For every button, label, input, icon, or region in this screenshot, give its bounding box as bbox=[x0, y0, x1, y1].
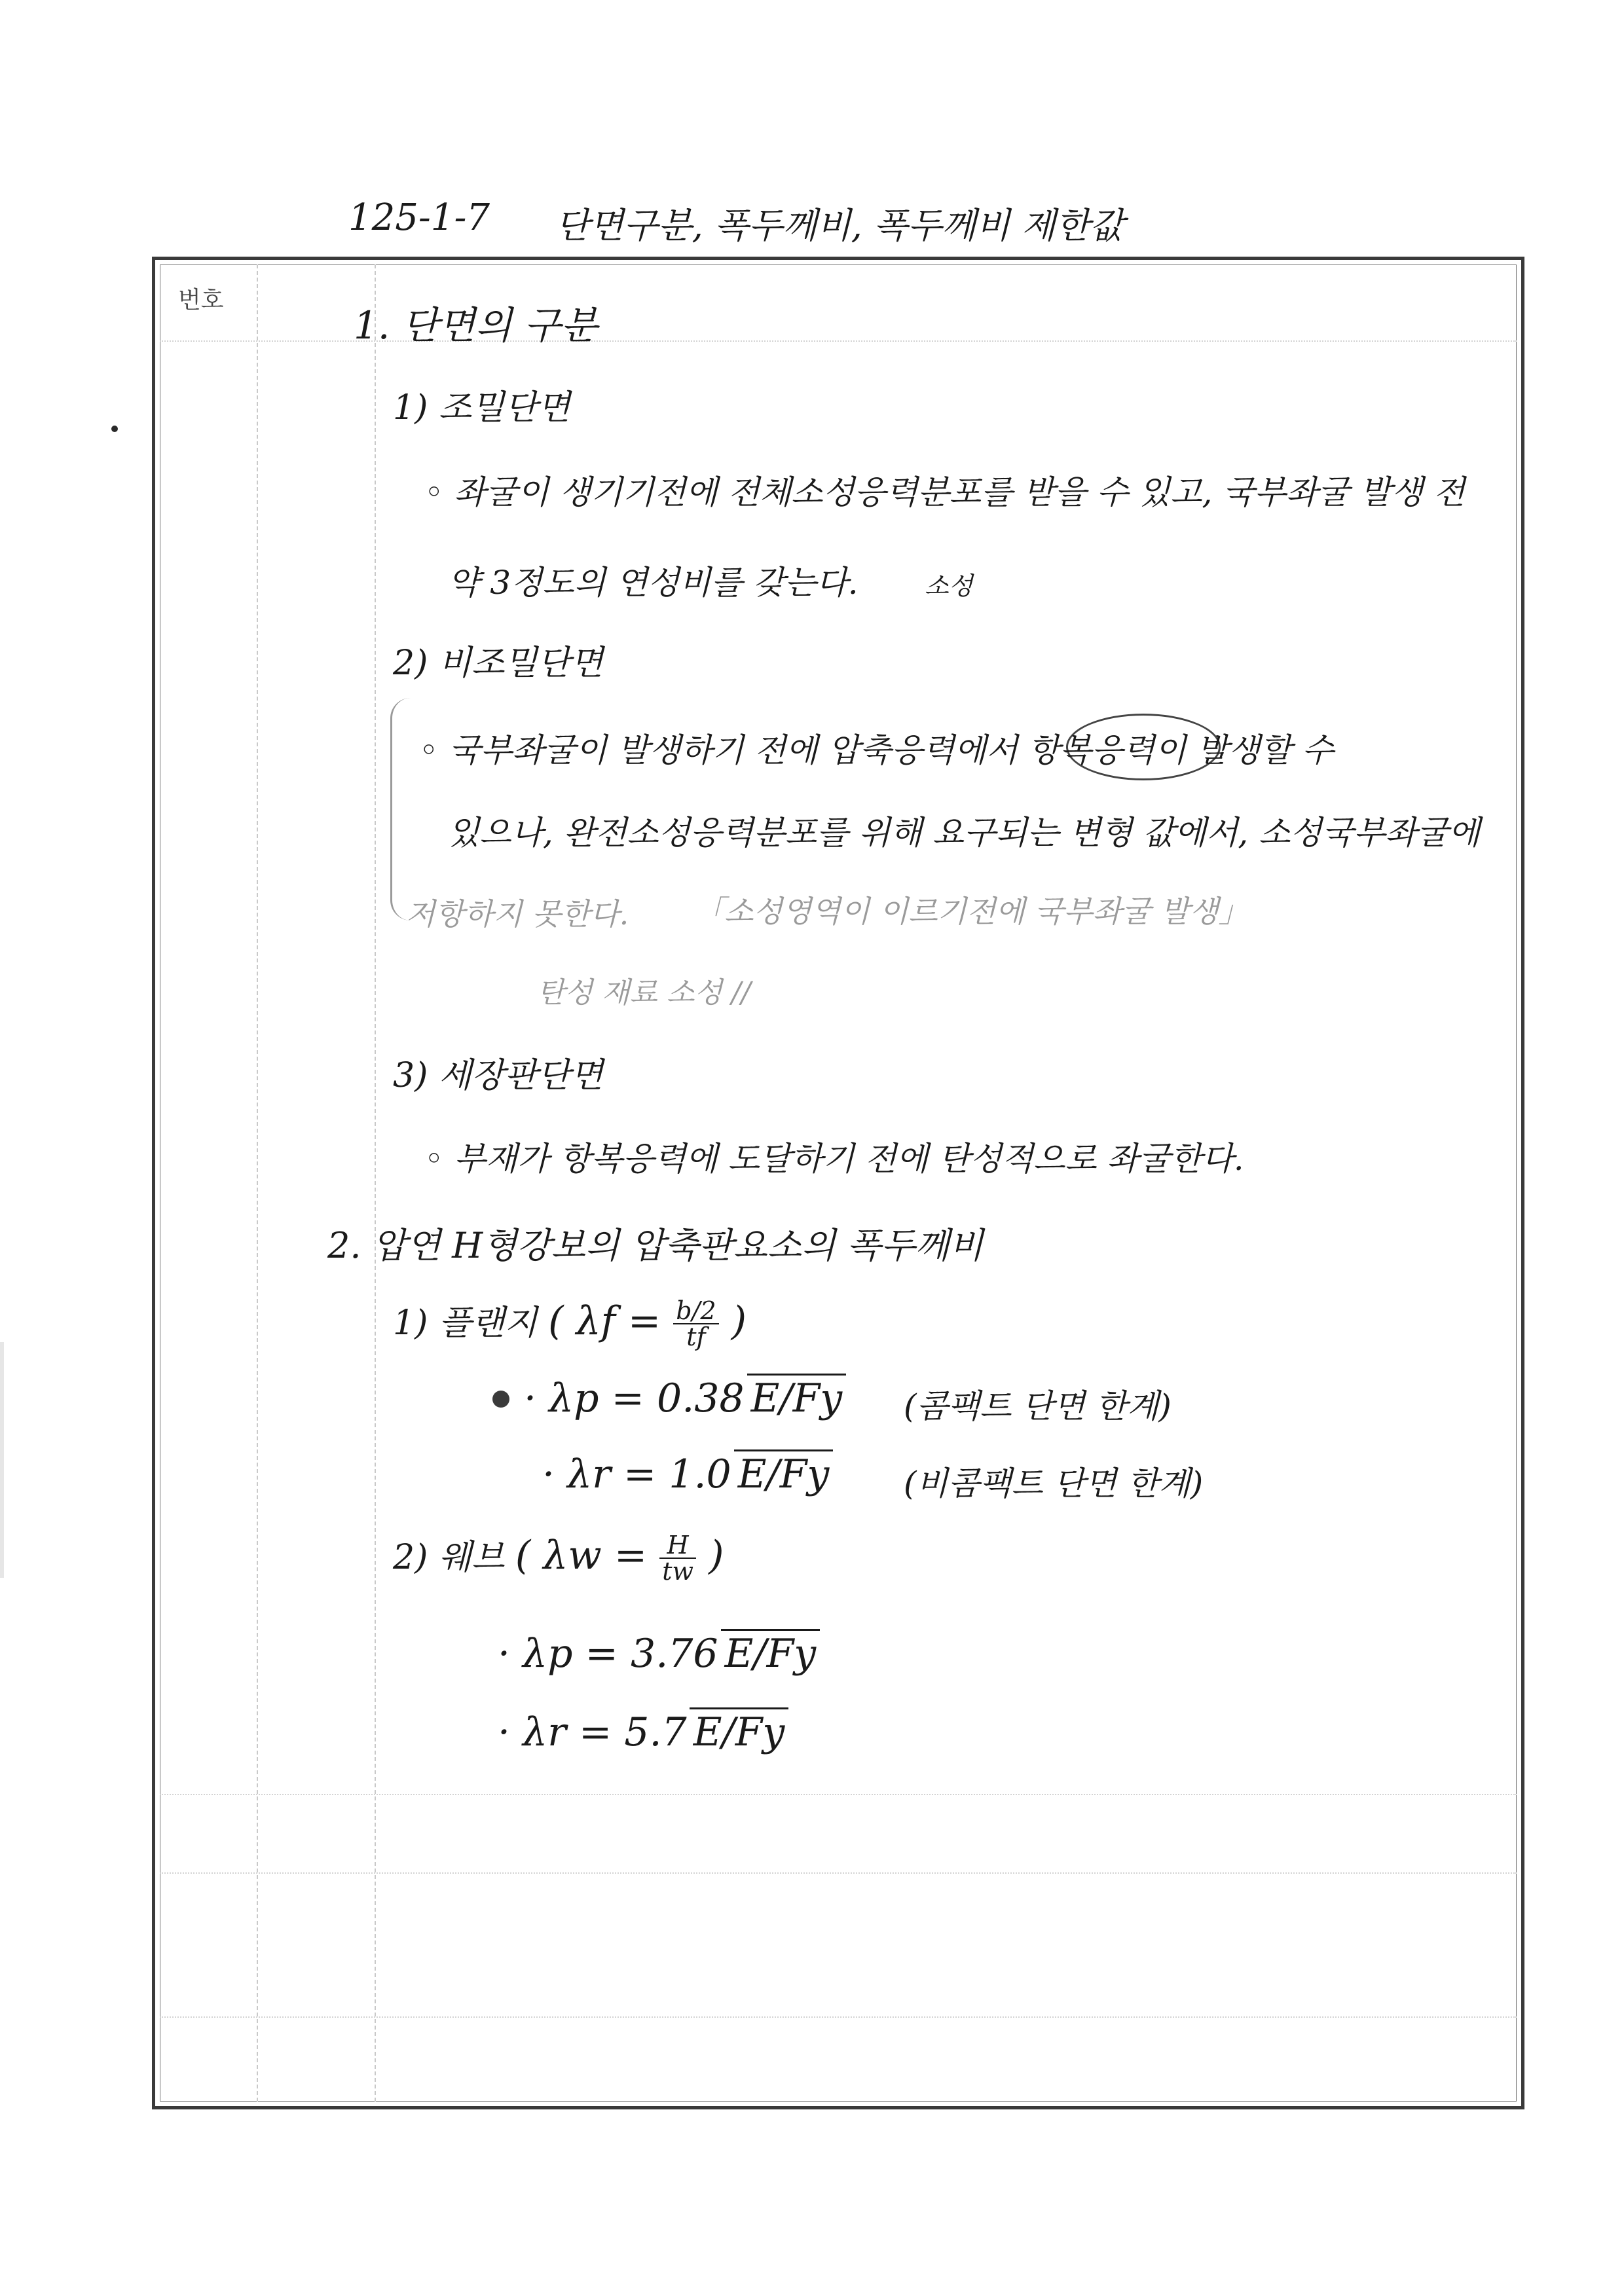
flange-ratio: ( λf = $\frac{b/2}{tf}$ ) bbox=[548, 1296, 747, 1352]
web-lambda-r: · λr = 5.7 E/Fy bbox=[498, 1707, 788, 1755]
flange-lp-symbol: λp bbox=[549, 1376, 599, 1421]
noncompact-line-2: 있으나, 완전소성응력분포를 위해 요구되는 변형 값에서, 소성국부좌굴에 bbox=[448, 814, 1481, 852]
ruled-line bbox=[160, 2016, 1517, 2018]
flange-ratio-numerator: b/2 bbox=[673, 1298, 718, 1324]
section2-heading: 2. 압연 H형강보의 압축판요소의 폭두께비 bbox=[327, 1225, 984, 1266]
bullet-mark bbox=[492, 1391, 509, 1408]
web-lambda-p: · λp = 3.76 E/Fy bbox=[498, 1629, 820, 1677]
flange-ratio-symbol: λf bbox=[576, 1298, 616, 1344]
number-label: 번호 bbox=[178, 287, 224, 314]
compact-note: 소성 bbox=[925, 572, 973, 600]
flange-lp-coef: 0.38 bbox=[657, 1376, 745, 1421]
compact-line-1: ◦ 좌굴이 생기기전에 전체소성응력분포를 받을 수 있고, 국부좌굴 발생 전 bbox=[424, 473, 1466, 511]
web-ratio: ( λw = $\frac{H}{tw}$ ) bbox=[515, 1531, 724, 1586]
flange-lp-root: E/Fy bbox=[747, 1374, 847, 1421]
web-heading bbox=[393, 1529, 724, 1584]
flange-heading bbox=[393, 1295, 747, 1352]
form-frame-inner bbox=[160, 264, 1517, 2102]
web-lp-coef: 3.76 bbox=[631, 1631, 718, 1677]
flange-lp-description: (콤팩트 단면 한계) bbox=[904, 1387, 1172, 1425]
flange-lr-root: E/Fy bbox=[734, 1449, 834, 1497]
flange-lambda-p: · λp = 0.38 E/Fy bbox=[524, 1374, 846, 1421]
web-ratio-denominator: tw bbox=[662, 1557, 693, 1586]
web-lp-symbol: λp bbox=[523, 1631, 573, 1677]
web-ratio-symbol: λw bbox=[543, 1533, 602, 1578]
flange-lr-description: (비콤팩트 단면 한계) bbox=[904, 1465, 1204, 1503]
section1-heading: 1. 단면의 구분 bbox=[354, 303, 598, 348]
ruled-line bbox=[160, 1794, 1517, 1795]
flange-heading-label: 1) 플랜지 bbox=[393, 1303, 538, 1343]
web-lp-root: E/Fy bbox=[721, 1629, 821, 1677]
noncompact-heading: 2) 비조밀단면 bbox=[393, 644, 604, 683]
web-ratio-fraction bbox=[659, 1533, 696, 1584]
flange-lambda-r: · λr = 1.0 E/Fy bbox=[542, 1449, 833, 1497]
noncompact-line-1: ◦ 국부좌굴이 발생하기 전에 압축응력에서 항복응력이 발생할 수 bbox=[419, 731, 1334, 769]
compact-heading: 1) 조밀단면 bbox=[393, 388, 570, 428]
web-lr-symbol: λr bbox=[523, 1709, 566, 1755]
web-lr-root: E/Fy bbox=[690, 1707, 789, 1755]
noncompact-note-1: 「소성영역이 이르기전에 국부좌굴 발생」 bbox=[694, 894, 1249, 929]
flange-lr-coef: 1.0 bbox=[669, 1451, 731, 1497]
slender-heading: 3) 세장판단면 bbox=[393, 1056, 604, 1095]
column-divider-number bbox=[257, 264, 258, 2102]
noncompact-note-2: 탄성 재료 소성 // bbox=[537, 976, 751, 1010]
slender-line-1: ◦ 부재가 항복응력에 도달하기 전에 탄성적으로 좌굴한다. bbox=[424, 1140, 1244, 1178]
noncompact-line-3: 저항하지 못한다. bbox=[406, 896, 629, 932]
ruled-line bbox=[160, 1872, 1517, 1874]
column-divider-margin bbox=[375, 264, 376, 2102]
doc-title: 단면구분, 폭두께비, 폭두께비 제한값 bbox=[555, 205, 1124, 246]
doc-code: 125-1-7 bbox=[348, 196, 490, 239]
web-lr-coef: 5.7 bbox=[624, 1709, 687, 1755]
margin-brace bbox=[390, 698, 411, 920]
web-heading-label: 2) 웨브 bbox=[393, 1538, 505, 1577]
web-ratio-numerator: H bbox=[659, 1533, 696, 1559]
flange-ratio-denominator: tf bbox=[686, 1322, 706, 1352]
flange-ratio-fraction bbox=[673, 1296, 718, 1352]
scan-speck bbox=[111, 426, 118, 432]
flange-lr-symbol: λr bbox=[567, 1451, 611, 1497]
compact-line-2: 약 3정도의 연성비를 갖는다. bbox=[448, 564, 858, 602]
scan-edge-shadow bbox=[0, 1342, 4, 1578]
